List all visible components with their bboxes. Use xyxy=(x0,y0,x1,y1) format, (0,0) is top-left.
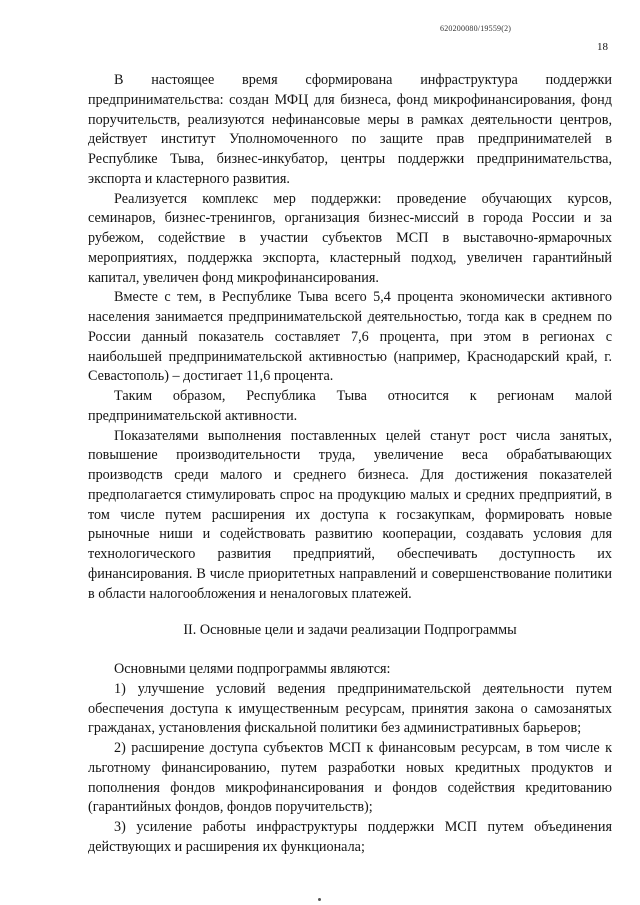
goal-item-1: 1) улучшение условий ведения предпринимательской деятельности путем обеспечения доступа к имущественным ресурсам, принятия закона о самозанятых гражданах, установления фискальной политики без административных барьеров; xyxy=(88,680,612,737)
scan-dot-mark xyxy=(318,898,321,901)
paragraph-statistics: Вместе с тем, в Республике Тыва всего 5,4 процента экономически активного населения занимается предпринимательской деятельностью, тогда как в среднем по России данный показатель составляет 7,6 процента, при этом в регионах с наибольшей предпринимательской активностью (например, Краснодарский край, г. Севастополь) – достигает 11,6 процента. xyxy=(88,289,612,385)
goals-intro: Основными целями подпрограммы являются: xyxy=(114,661,391,677)
page-number: 18 xyxy=(597,41,608,53)
section-heading: II. Основные цели и задачи реализации Подпрограммы xyxy=(183,622,517,639)
paragraph-infrastructure: В настоящее время сформирована инфраструктура поддержки предпринимательства: создан МФЦ для бизнеса, фонд микрофинансирования, фонд поручительств, реализуются нефинансовые меры в рамках деятельности центров, действует институт Уполномоченного по защите прав предпринимателей в Республике Тыва, бизнес-инкубатор, центры поддержки предпринимательства, экспорта и кластерного развития. xyxy=(88,72,612,187)
paragraph-support-measures: Реализуется комплекс мер поддержки: проведение обучающих курсов, семинаров, бизнес-тренингов, организация бизнес-миссий в города России и за рубежом, содействие в участии субъектов МСП в выставочно-ярмарочных мероприятиях, поддержка экспорта, кластерный подход, увеличен гарантийный капитал, увеличен фонд микрофинансирования. xyxy=(88,190,612,286)
document-id: 620200080/19559(2) xyxy=(440,24,512,33)
goal-item-2: 2) расширение доступа субъектов МСП к финансовым ресурсам, в том числе к льготному финансированию, путем разработки новых кредитных продуктов и пополнения фондов микрофинансирования и фондов содействия кредитованию (гарантийных фондов, фондов поручительств); xyxy=(88,740,612,816)
document-body xyxy=(88,71,612,858)
paragraph-indicators: Показателями выполнения поставленных целей станут рост числа занятых, повышение производительности труда, увеличение веса обрабатывающих производств среди малого и среднего бизнеса. Для достижения показателей предполагается стимулировать спрос на продукцию малых и средних предприятий, в том числе путем расширения их доступа к госзакупкам, формировать новые рыночные ниши и содействовать развитию кооперации, создавать условия для технологического развития предприятий, обеспечивать доступность их финансирования. В числе приоритетных направлений и совершенствование политики в области налогообложения и неналоговых платежей. xyxy=(88,427,612,602)
paragraph-conclusion: Таким образом, Республика Тыва относится к регионам малой предпринимательской активности. xyxy=(88,388,612,424)
goal-item-3: 3) усиление работы инфраструктуры поддержки МСП путем объединения действующих и расширения их функционала; xyxy=(88,819,612,855)
